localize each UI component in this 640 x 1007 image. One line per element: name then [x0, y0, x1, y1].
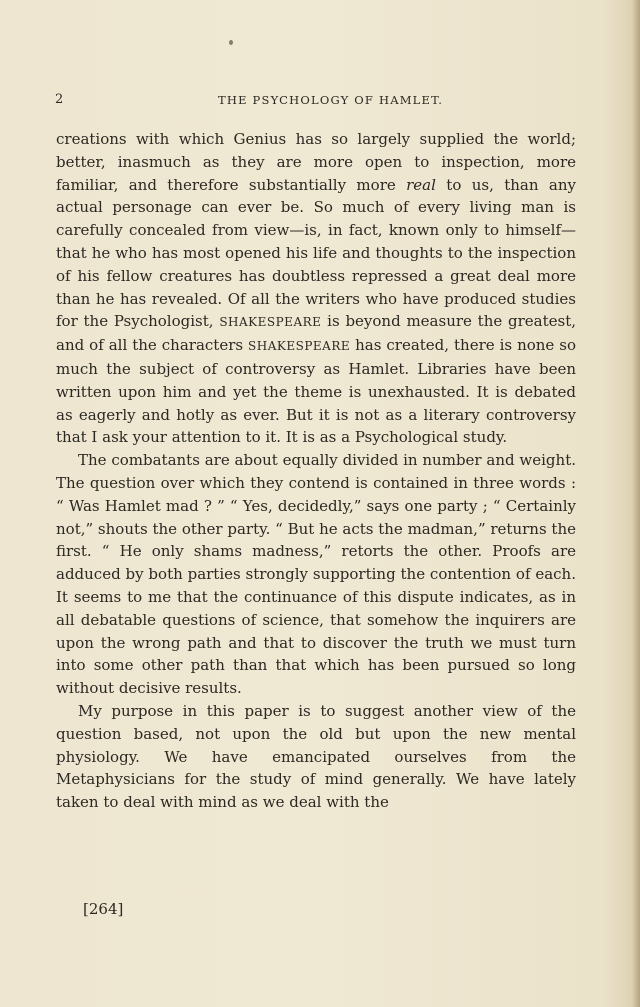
paragraph — [56, 700, 576, 814]
text-run: creations with which Genius has so largely supplied the world; better, inasmuch as they are more open to inspection, more familiar, and therefore substantially more — [56, 130, 576, 194]
text-run: is beyond measure the greatest, and of all the characters — [56, 312, 576, 355]
italic-text: real — [406, 175, 436, 194]
body-text — [56, 128, 576, 814]
paragraph — [56, 449, 576, 700]
text-run: to us, than any actual personage can ever be. So much of every living man is carefully concealed from view—is, in fact, known only to himself—that he who has most opened his life and thoughts to the inspection of his fellow creatures has doubtless repressed a great deal more than he has revealed. Of all the writers who have produced studies for the Psychologist, — [56, 175, 576, 331]
text-run: My purpose in this paper is to suggest another view of the question based, not upon the old but upon the new mental physiology. We have emancipated ourselves from the Metaphysicians for the study of mind generally. We have lately taken to deal with mind as we deal with the — [56, 701, 576, 812]
folio-marker: [264] — [83, 900, 124, 918]
text-run: The combatants are about equally divided in number and weight. The question over which they contend is contained in three words : “ Was Hamlet mad ? ” “ Yes, decidedly,” says one party ; “ Certainly not,” shouts the other party. “ But he acts the madman,” returns the first. “ He only shams madness,” retorts the other. Proofs are adduced by both parties strongly supporting the contention of each. It seems to me that the continuance of this dispute indicates, as in all debatable questions of science, that somehow the inquirers are upon the wrong path and that to discover the truth we must turn into some other path than that which has been pursued so long without decisive results. — [56, 451, 576, 698]
small-caps-name: SHAKESPEARE — [219, 315, 322, 330]
page-edge-shadow — [632, 0, 640, 1007]
page-number: 2 — [55, 92, 64, 107]
page-header — [55, 92, 575, 110]
running-head: THE PSYCHOLOGY OF HAMLET. — [218, 93, 444, 107]
small-caps-name: SHAKESPEARE — [248, 339, 351, 354]
text-run: has created, there is none so much the subject of controversy as Hamlet. Libraries have been written upon him and yet the theme is unexhausted. It is debated as eagerly and hotly as ever. But it is not as a literary controversy that I ask your attention to it. It is as a Psychological study. — [56, 336, 576, 447]
paragraph — [56, 128, 576, 449]
ink-speck — [229, 40, 233, 45]
